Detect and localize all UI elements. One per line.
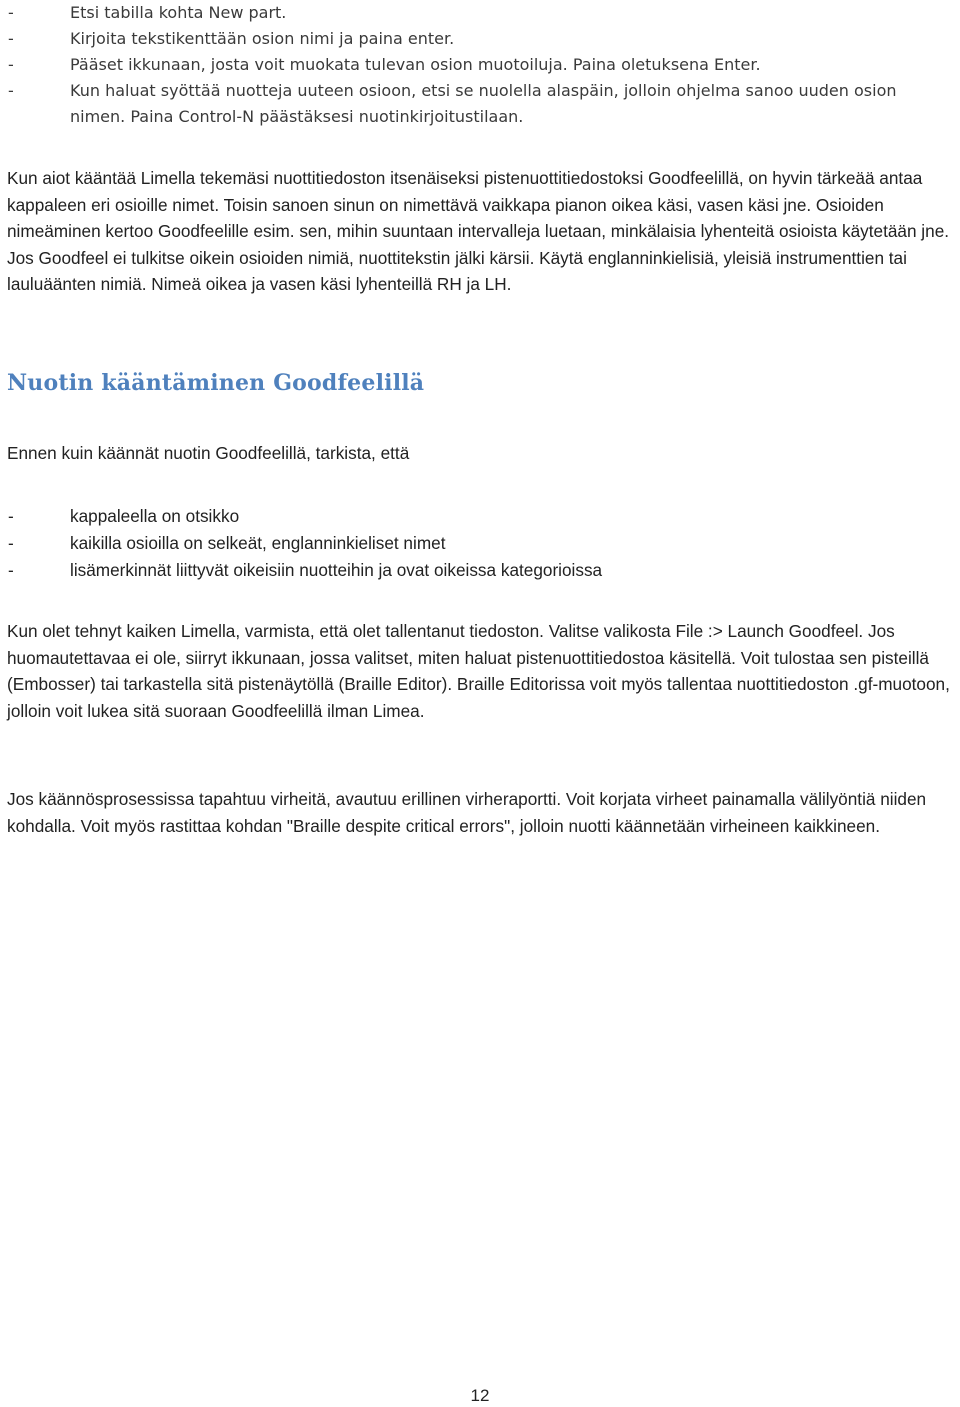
list-bullet: - (8, 560, 14, 580)
page-number: 12 (470, 1386, 490, 1405)
list-bullet: - (8, 3, 14, 22)
paragraph-error-report: Jos käännösprosessissa tapahtuu virheitä, avautuu erillinen virheraportti. Voit korjata virheet painamalla välilyöntiä niiden kohdalla. Voit myös rastittaa kohdan "Braille despite critical errors", jolloin nuotti käännetään virheineen kaikkineen. (7, 789, 927, 836)
paragraph-naming-parts: Kun aiot kääntää Limella tekemäsi nuottitiedoston itsenäiseksi pistenuottitiedostoksi Goodfeelillä, on hyvin tärkeää antaa kappaleen eri osioille nimet. Toisin sanoen sinun on nimettävä vaikkapa pianon oikea käsi, vasen käsi jne. Osioiden nimeäminen kertoo Goodfeelille esim. sen, mihin suuntaan intervalleja luetaan, minkälaisia lyhenteitä osioista käytetään jne. Jos Goodfeel ei tulkitse oikein osioiden nimiä, nuottitekstin jälki kärsii. Käytä englanninkielisiä, yleisiä instrumenttien tai lauluäänten nimiä. Nimeä oikea ja vasen käsi lyhenteillä RH ja LH. (7, 168, 950, 294)
list-item (0, 557, 950, 584)
list-bullet: - (8, 506, 14, 526)
list-item (0, 52, 950, 78)
list-item-text: Etsi tabilla kohta New part. (70, 3, 287, 22)
list-item-text: Kirjoita tekstikenttään osion nimi ja paina enter. (70, 29, 455, 48)
list-bullet: - (8, 29, 14, 48)
list-item (0, 78, 950, 130)
list-item-text: Pääset ikkunaan, josta voit muokata tulevan osion muotoiluja. Paina oletuksena Enter. (70, 55, 761, 74)
list-item-text: Kun haluat syöttää nuotteja uuteen osioon, etsi se nuolella alaspäin, jolloin ohjelma sanoo uuden osion nimen. Paina Control-N päästäksesi nuotinkirjoitustilaan. (70, 81, 897, 126)
list-item (0, 26, 950, 52)
list-item-text: kappaleella on otsikko (70, 506, 240, 526)
steps-list (0, 0, 950, 130)
list-item-text: lisämerkinnät liittyvät oikeisiin nuotteihin ja ovat oikeissa kategorioissa (70, 560, 603, 580)
list-item (0, 0, 950, 26)
checklist (0, 503, 950, 584)
checklist-intro: Ennen kuin käännät nuotin Goodfeelillä, tarkista, että (7, 443, 410, 463)
list-bullet: - (8, 533, 14, 553)
paragraph-launch-goodfeel: Kun olet tehnyt kaiken Limella, varmista, että olet tallentanut tiedoston. Valitse valikosta File :> Launch Goodfeel. Jos huomautettavaa ei ole, siirryt ikkunaan, jossa valitset, miten haluat pistenuottitiedostoa käsitellä. Voit tulostaa sen pisteillä (Embosser) tai tarkastella sitä pistenäytöllä (Braille Editor). Braille Editorissa voit myös tallentaa nuottitiedoston .gf-muotoon, jolloin voit lukea sitä suoraan Goodfeelillä ilman Limea. (7, 621, 950, 721)
section-heading: Nuotin kääntäminen Goodfeelillä (7, 370, 425, 396)
list-item (0, 530, 950, 557)
list-bullet: - (8, 55, 14, 74)
list-item (0, 503, 950, 530)
list-item-text: kaikilla osioilla on selkeät, englanninkieliset nimet (70, 533, 446, 553)
list-bullet: - (8, 81, 14, 100)
